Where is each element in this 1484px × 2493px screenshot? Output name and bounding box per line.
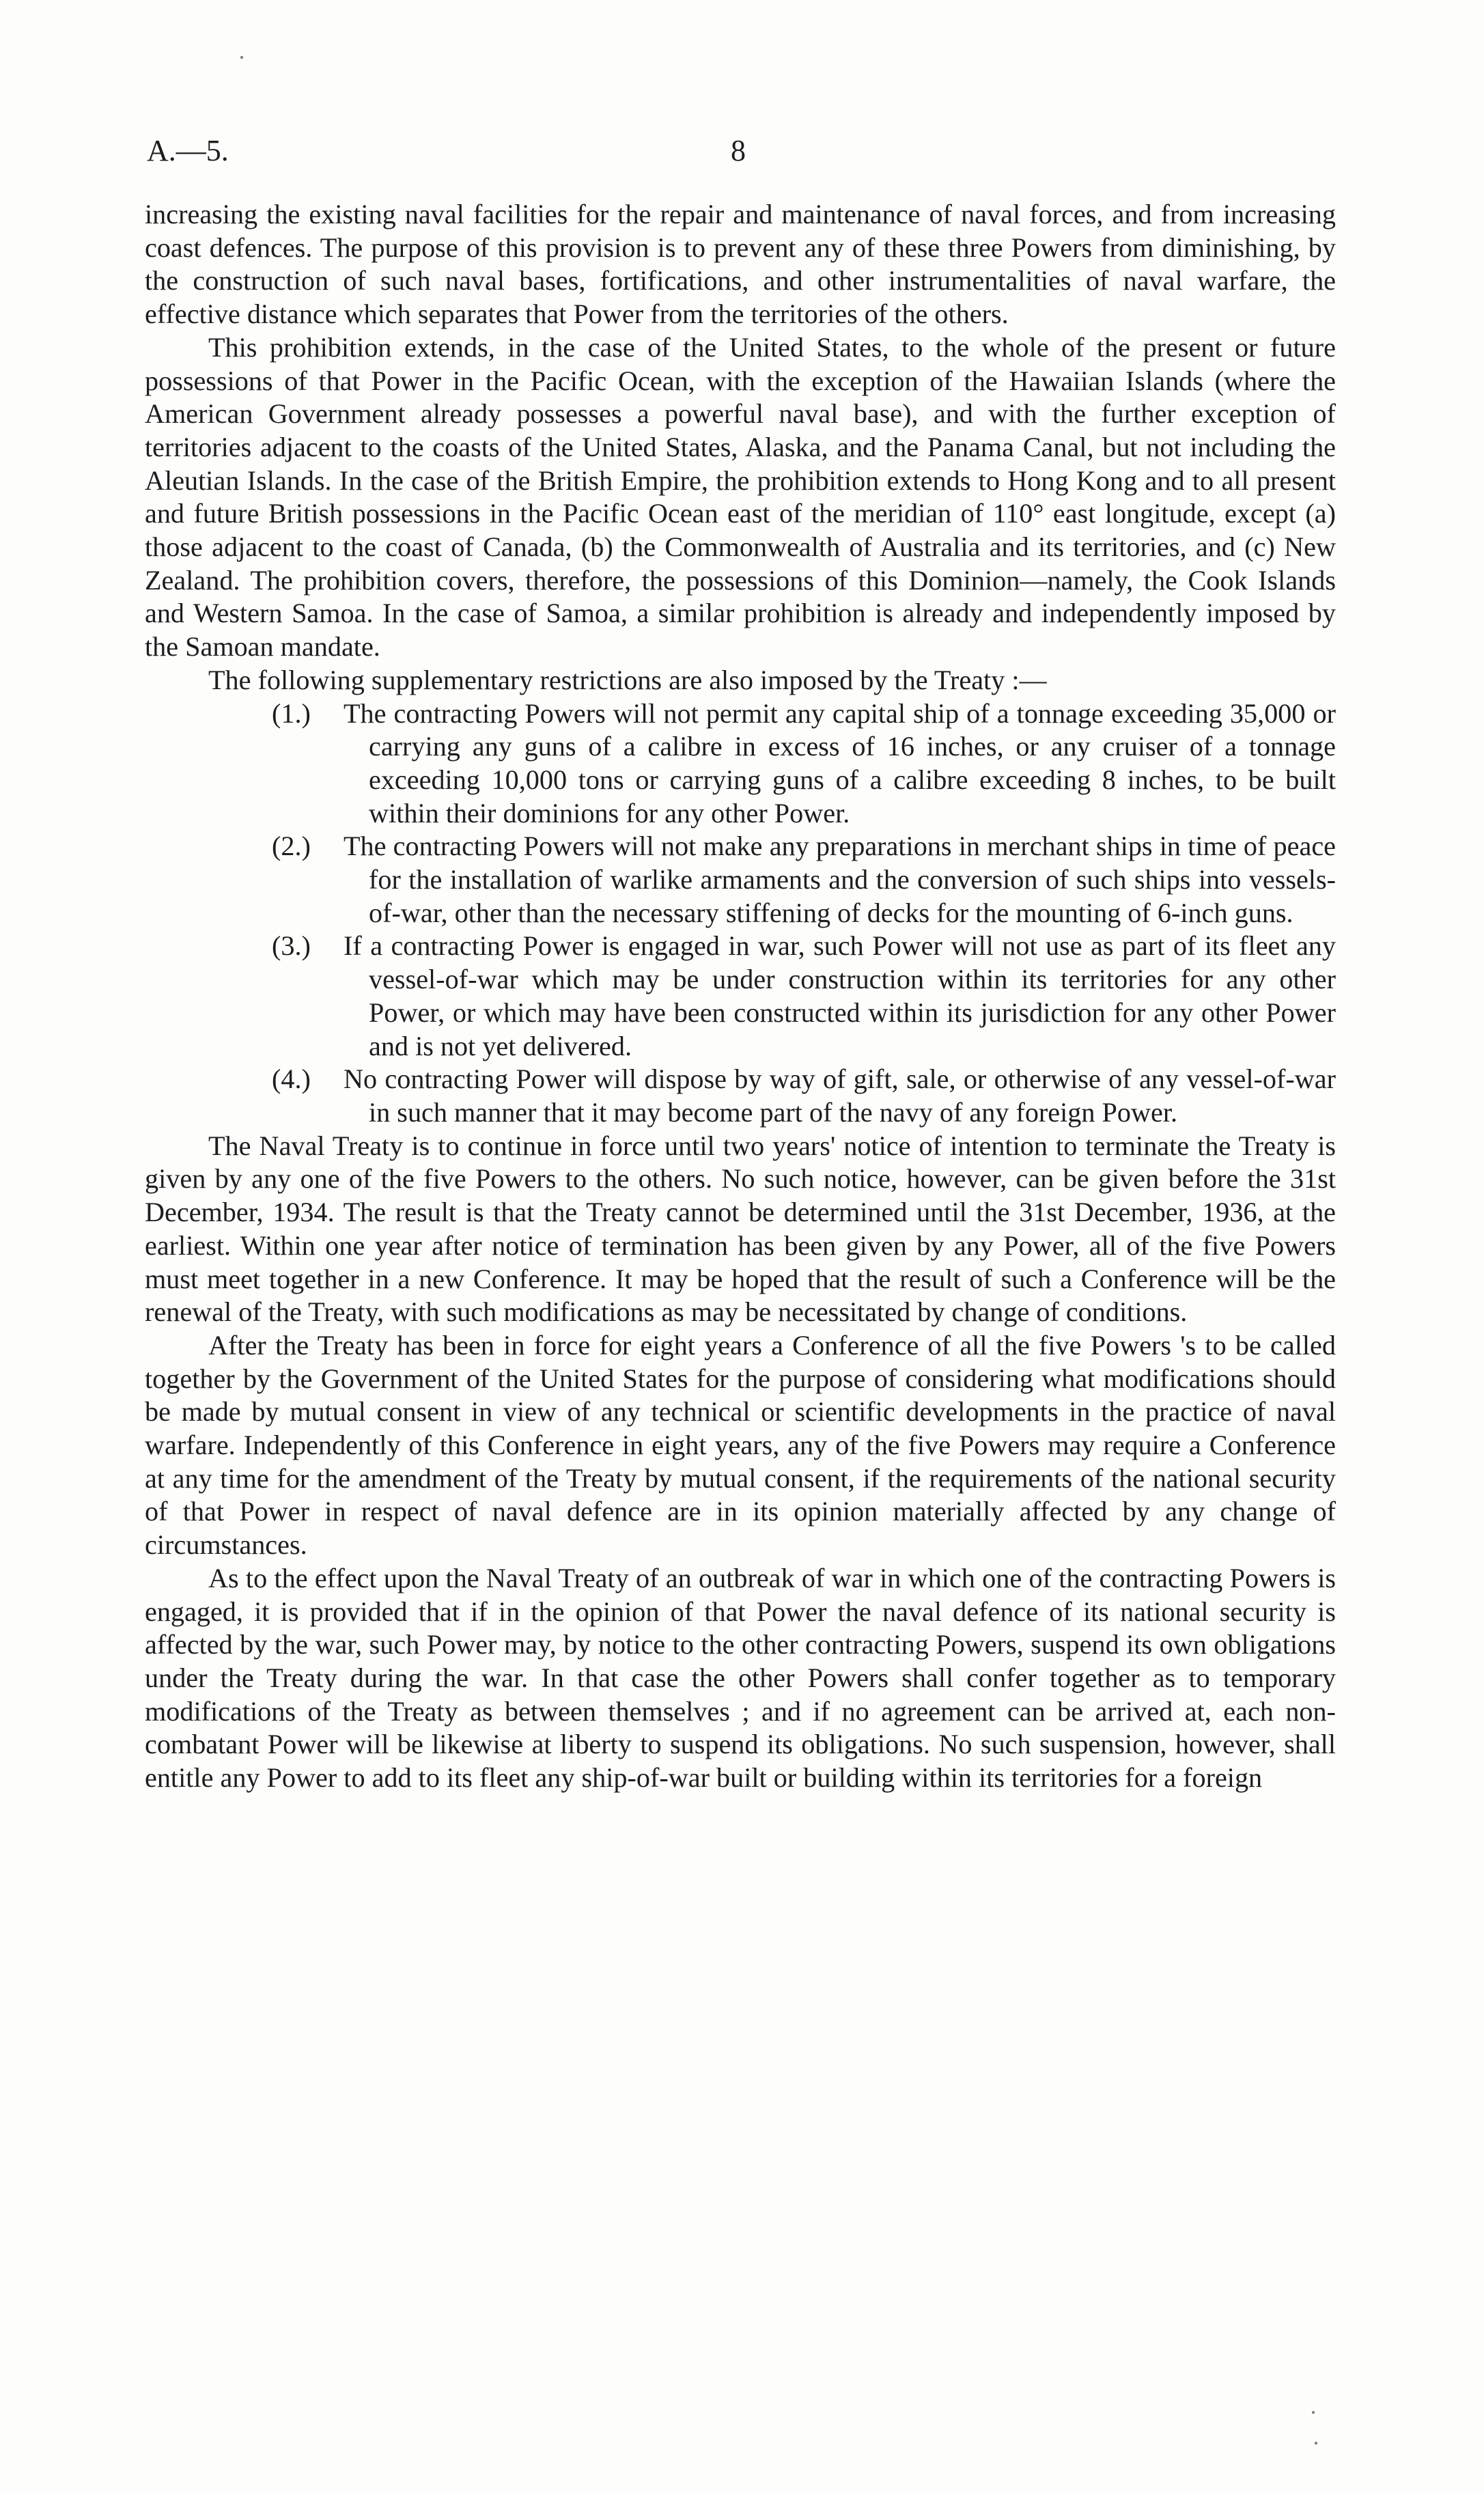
list-item: [145, 930, 1336, 1063]
list-item: [145, 697, 1336, 831]
document-reference: A.—5.: [147, 134, 229, 167]
scan-speck: [1315, 2442, 1317, 2445]
list-item-text: If a contracting Power is engaged in war, such Power will not use as part of its fleet any vessel-of-war which may be under construction within its territories for any other Power, or which may have been constructed within its jurisdiction for any other Power and is not yet delivered.: [344, 930, 1336, 1061]
list-item-number: (2.): [272, 831, 311, 862]
list-item-text: The contracting Powers will not make any preparations in merchant ships in time of peace for the installation of warlike armaments and the conversion of such ships into vessels-of-war, other than the necessary stiffening of decks for the mounting of 6-inch guns.: [344, 831, 1336, 928]
scan-speck: [1312, 2411, 1315, 2414]
list-item-number: (4.): [272, 1063, 311, 1095]
list-item-number: (1.): [272, 697, 311, 729]
paragraph: As to the effect upon the Naval Treaty of an outbreak of war in which one of the contracting Powers is engaged, it is provided that if in the opinion of that Power the naval defence of its national security is affected by the war, such Power may, by notice to the other contracting Powers, suspend its own obligations under the Treaty during the war. In that case the other Powers shall confer together as to temporary modifications of the Treaty as between themselves ; and if no agreement can be arrived at, each non-combatant Power will be likewise at liberty to suspend its obligations. No such suspension, however, shall entitle any Power to add to its fleet any ship-of-war built or building within its territories for a foreign: [145, 1562, 1336, 1794]
page-header: [147, 133, 1335, 174]
paragraph: The Naval Treaty is to continue in force until two years' notice of intention to terminate the Treaty is given by any one of the five Powers to the others. No such notice, however, can be given before the 31st December, 1934. The result is that the Treaty cannot be determined until the 31st December, 1936, at the earliest. Within one year after notice of termination has been given by any Power, all of the five Powers must meet together in a new Conference. It may be hoped that the result of such a Conference will be the renewal of the Treaty, with such modifications as may be necessitated by change of conditions.: [145, 1130, 1336, 1328]
list-item-text: The contracting Powers will not permit any capital ship of a tonnage exceeding 35,000 or carrying any guns of a calibre in excess of 16 inches, or any cruiser of a tonnage exceeding 10,000 tons or carrying guns of a calibre exceeding 8 inches, to be built within their dominions for any other Power.: [344, 697, 1336, 828]
list-item: [145, 830, 1336, 930]
restrictions-list: [145, 697, 1336, 1130]
paragraph-restrictions-intro: The following supplementary restrictions are also imposed by the Treaty :—: [208, 664, 1047, 695]
page-number: 8: [731, 134, 746, 167]
paragraph-continued: increasing the existing naval facilities for the repair and maintenance of naval forces, and from increasing coast defences. The purpose of this provision is to prevent any of these three Powers from diminishing, by the construction of such naval bases, fortifications, and other instrumentalities of naval warfare, the effective distance which separates that Power from the territories of the others.: [145, 199, 1336, 330]
list-item-number: (3.): [272, 930, 311, 962]
paragraph: This prohibition extends, in the case of the United States, to the whole of the present or future possessions of that Power in the Pacific Ocean, with the exception of the Hawaiian Islands (where the American Government already possesses a powerful naval base), and with the further exception of territories adjacent to the coasts of the United States, Alaska, and the Panama Canal, but not including the Aleutian Islands. In the case of the British Empire, the prohibition extends to Hong Kong and to all present and future British possessions in the Pacific Ocean east of the meridian of 110° east longitude, except (a) those adjacent to the coast of Canada, (b) the Commonwealth of Australia and its territories, and (c) New Zealand. The prohibition covers, therefore, the possessions of this Dominion—namely, the Cook Islands and Western Samoa. In the case of Samoa, a similar prohibition is already and independently imposed by the Samoan mandate.: [145, 331, 1336, 663]
page-body: [145, 198, 1336, 1795]
list-item-text: No contracting Power will dispose by way of gift, sale, or otherwise of any vessel-of-war in such manner that it may become part of the navy of any foreign Power.: [344, 1063, 1336, 1128]
list-item: [145, 1063, 1336, 1129]
scan-speck: [240, 56, 243, 59]
paragraph: After the Treaty has been in force for eight years a Conference of all the five Powers 's to be called together by the Government of the United States for the purpose of considering what modifications should be made by mutual consent in view of any technical or scientific developments in the practice of naval warfare. Independently of this Conference in eight years, any of the five Powers may require a Conference at any time for the amendment of the Treaty by mutual consent, if the requirements of the national security of that Power in respect of naval defence are in its opinion materially affected by any change of circumstances.: [145, 1329, 1336, 1561]
